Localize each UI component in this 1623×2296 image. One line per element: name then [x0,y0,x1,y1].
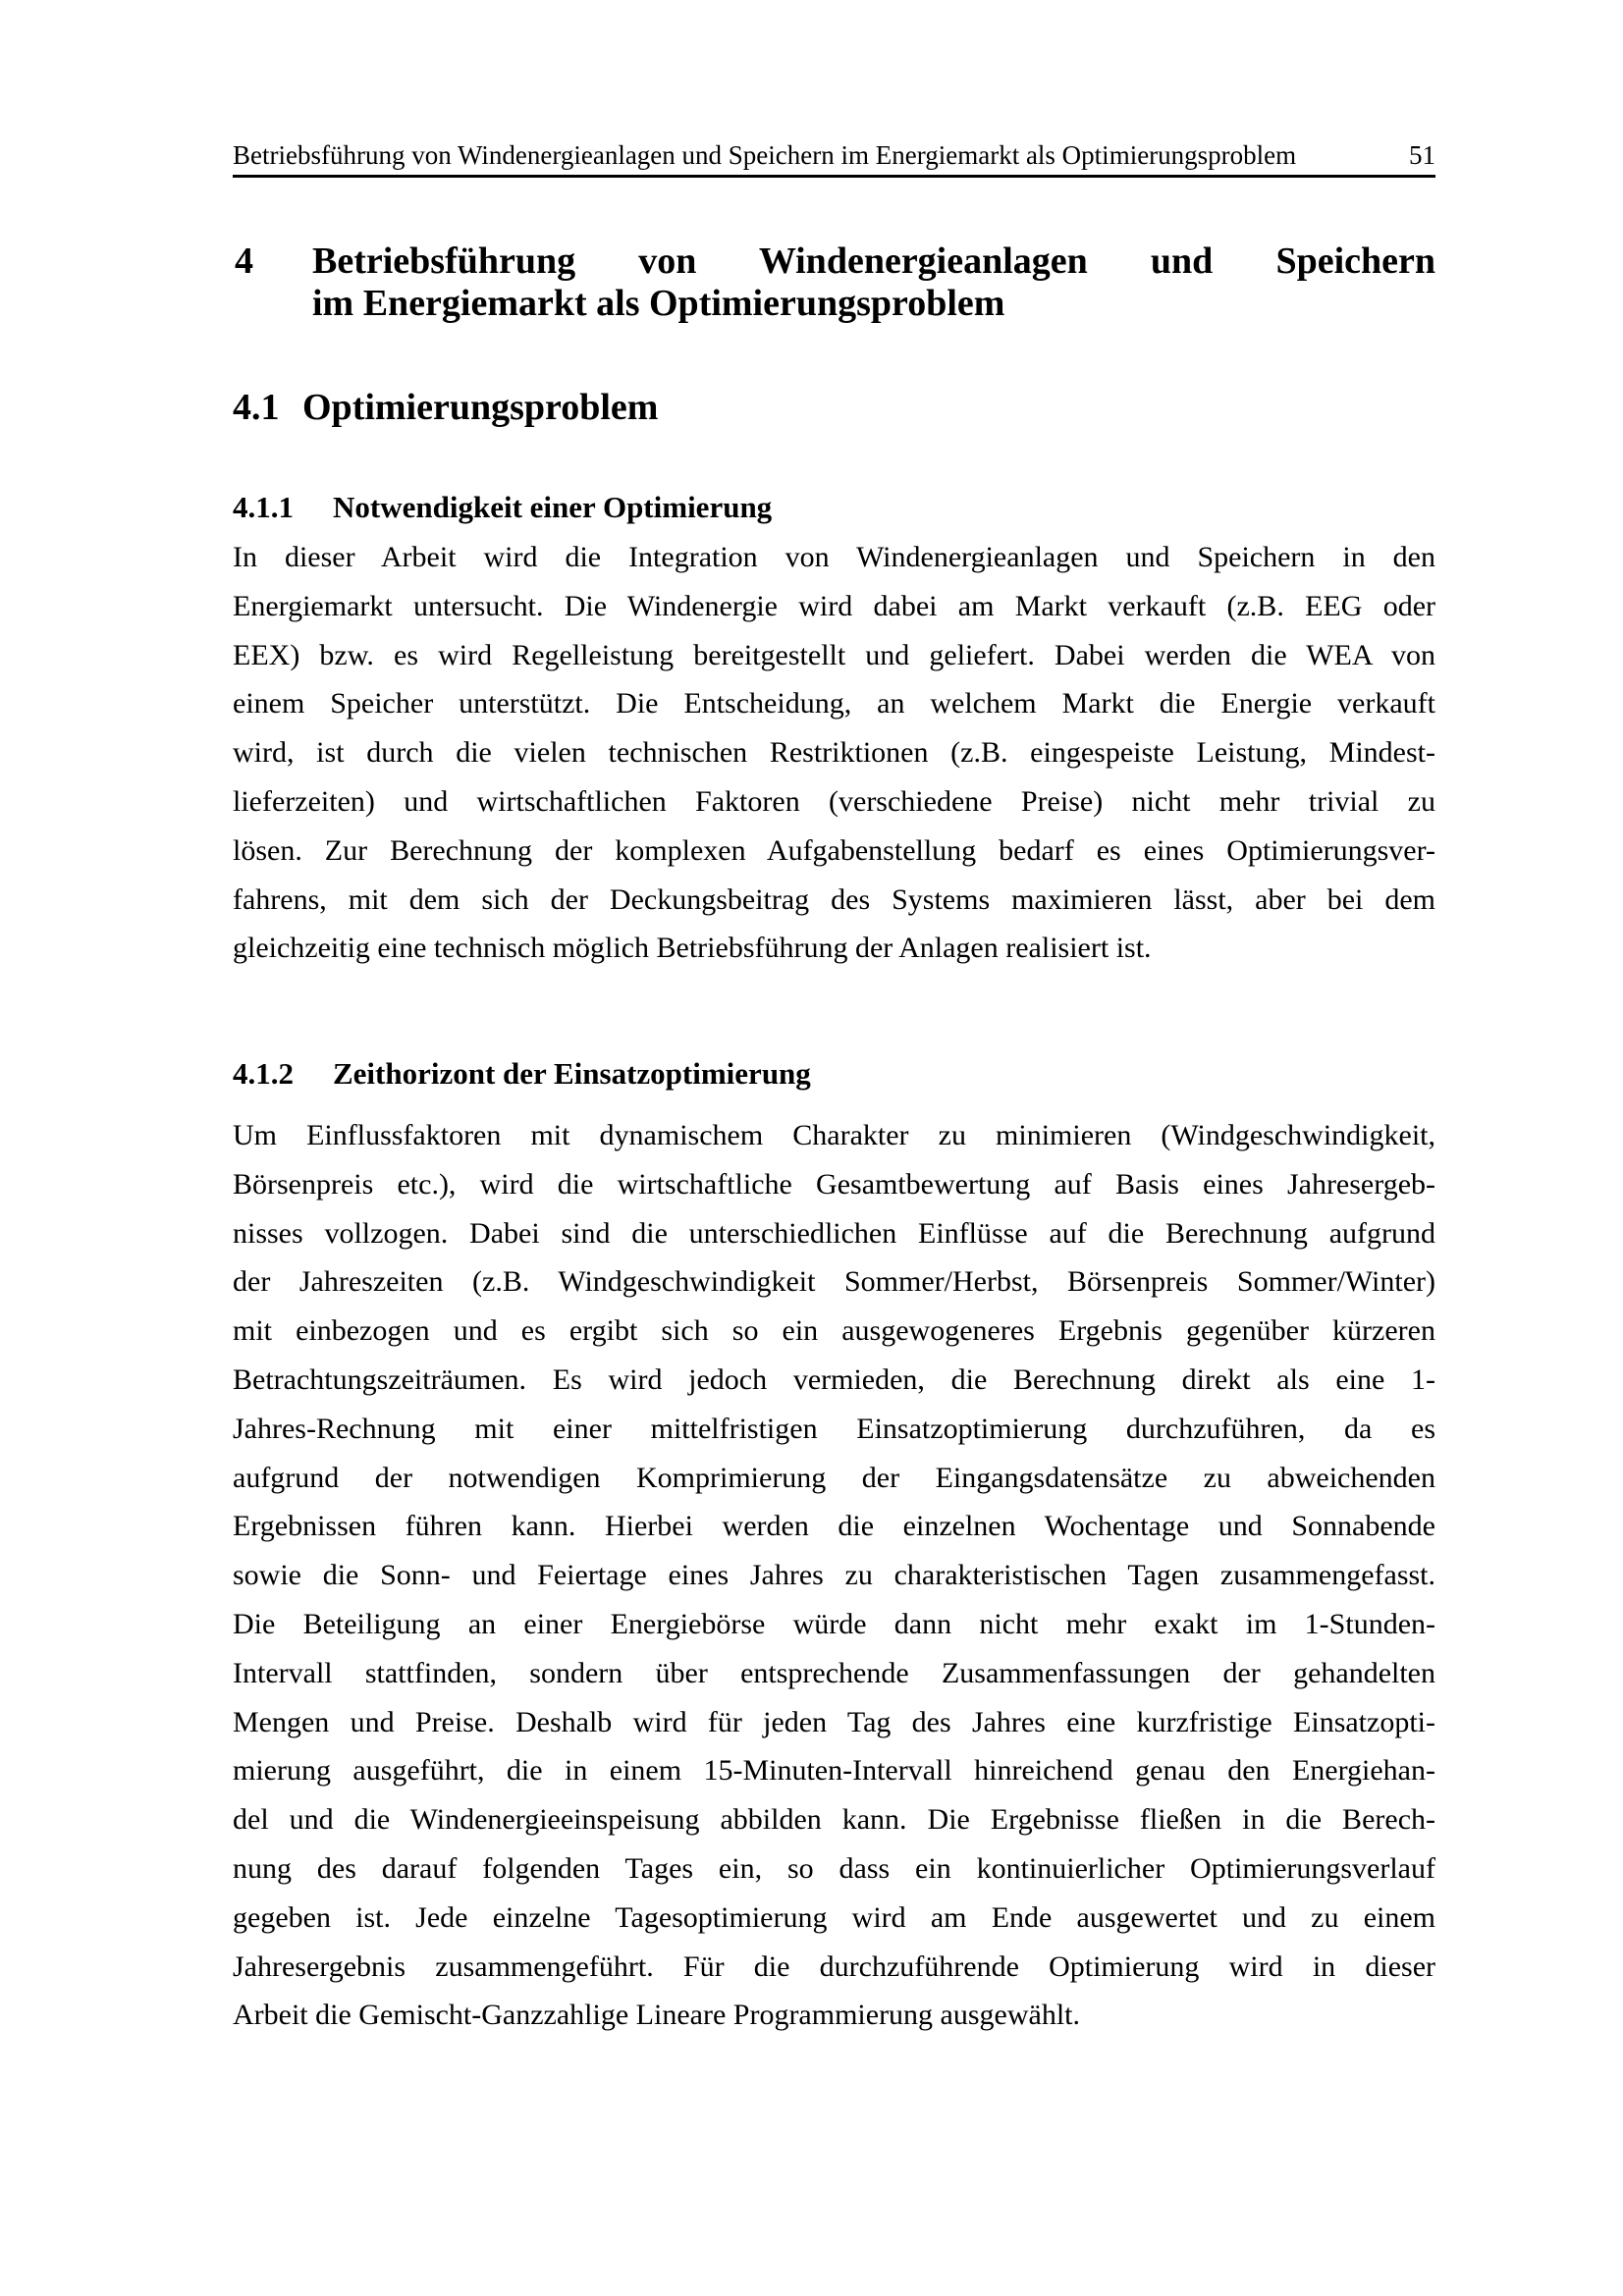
page-number: 51 [1409,140,1435,170]
text-line: nung des darauf folgenden Tages ein, so dass ein kontinuierlicher Optimierungsverlauf [233,1851,1435,1885]
text-line: Jahres-Rechnung mit einer mittelfristigen Einsatzoptimierung durchzuführen, da es [233,1412,1435,1445]
section-heading [233,387,1435,430]
text-line: gleichzeitig eine technisch möglich Betriebsführung der Anlagen realisiert ist. [233,932,1152,965]
subsection-2-title: Zeithorizont der Einsatzoptimierung [333,1056,811,1091]
text-line: mit einbezogen und es ergibt sich so ein ausgewogeneres Ergebnis gegenüber kürzeren [233,1314,1435,1348]
section-number: 4.1 [233,387,280,428]
text-line: Arbeit die Gemischt-Ganzzahlige Lineare Programmierung ausgewählt. [233,1999,1081,2032]
text-line: del und die Windenergieeinspeisung abbilden kann. Die Ergebnisse fließen in die Berech- [233,1803,1435,1837]
subsection-heading-1 [233,490,1435,525]
text-line: wird, ist durch die vielen technischen Restriktionen (z.B. eingespeiste Leistung, Mindest- [233,736,1435,770]
running-header-title: Betriebsführung von Windenergieanlagen und Speichern im Energiemarkt als Optimierungsproblem [233,140,1297,170]
section-title: Optimierungsproblem [302,387,659,428]
text-line: Börsenpreis etc.), wird die wirtschaftliche Gesamtbewertung auf Basis eines Jahresergeb- [233,1167,1435,1201]
text-line: nisses vollzogen. Dabei sind die unterschiedlichen Einflüsse auf die Berechnung aufgrund [233,1216,1435,1250]
text-line: Intervall stattfinden, sondern über entsprechende Zusammenfassungen der gehandelten [233,1656,1435,1689]
header-divider-rule [233,175,1435,178]
text-line: gegeben ist. Jede einzelne Tagesoptimierung wird am Ende ausgewertet und zu einem [233,1900,1435,1934]
text-line: sowie die Sonn- und Feiertage eines Jahres zu charakteristischen Tagen zusammengefasst. [233,1559,1435,1592]
text-line: Mengen und Preise. Deshalb wird für jeden Tag des Jahres eine kurzfristige Einsatzopti- [233,1705,1435,1738]
text-line: lieferzeiten) und wirtschaftlichen Faktoren (verschiedene Preise) nicht mehr trivial zu [233,784,1435,818]
chapter-title-line1: Betriebsführung von Windenergieanlagen und Speichern [312,240,1435,282]
running-header [233,140,1435,171]
text-line: aufgrund der notwendigen Komprimierung der Eingangsdatensätze zu abweichenden [233,1461,1435,1494]
text-line: mierung ausgeführt, die in einem 15-Minuten-Intervall hinreichend genau den Energiehan- [233,1754,1435,1788]
subsection-1-number: 4.1.1 [233,490,294,524]
paragraph-2 [233,1111,1435,2040]
text-line: Energiemarkt untersucht. Die Windenergie wird dabei am Markt verkauft (z.B. EEG oder [233,589,1435,622]
subsection-heading-2 [233,1056,1435,1092]
text-line: Die Beteiligung an einer Energiebörse würde dann nicht mehr exakt im 1-Stunden- [233,1607,1435,1640]
chapter-title-line2: im Energiemarkt als Optimierungsproblem [312,283,1005,324]
text-line: lösen. Zur Berechnung der komplexen Aufgabenstellung bedarf es eines Optimierungsver- [233,833,1435,867]
text-line: EEX) bzw. es wird Regelleistung bereitgestellt und geliefert. Dabei werden die WEA von [233,638,1435,671]
text-line: fahrens, mit dem sich der Deckungsbeitrag des Systems maximieren lässt, aber bei dem [233,882,1435,916]
text-line: der Jahreszeiten (z.B. Windgeschwindigkeit Sommer/Herbst, Börsenpreis Sommer/Winter) [233,1265,1435,1299]
paragraph-1 [233,533,1435,973]
text-line: Jahresergebnis zusammengeführt. Für die durchzuführende Optimierung wird in dieser [233,1949,1435,1983]
text-line: Betrachtungszeiträumen. Es wird jedoch vermieden, die Berechnung direkt als eine 1- [233,1362,1435,1396]
text-line: Um Einflussfaktoren mit dynamischem Charakter zu minimieren (Windgeschwindigkeit, [233,1119,1435,1151]
text-line: In dieser Arbeit wird die Integration von Windenergieanlagen und Speichern in den [233,541,1435,573]
subsection-1-title: Notwendigkeit einer Optimierung [333,490,773,524]
chapter-number: 4 [235,240,253,282]
text-line: Ergebnissen führen kann. Hierbei werden die einzelnen Wochentage und Sonnabende [233,1510,1435,1543]
text-line: einem Speicher unterstützt. Die Entscheidung, an welchem Markt die Energie verkauft [233,687,1435,721]
subsection-2-number: 4.1.2 [233,1056,294,1091]
